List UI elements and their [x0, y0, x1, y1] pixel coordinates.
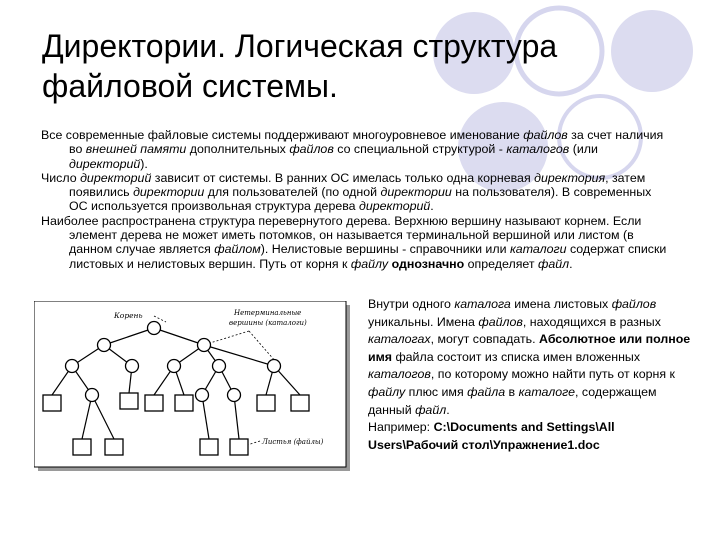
right-column-text — [368, 296, 698, 454]
paragraph-1: Все современные файловые системы поддерживают многоуровневое именование файлов за счет наличия во внешней памяти дополнительных файлов со специальной структурой - каталогов (или директорий). — [41, 128, 664, 171]
tree-node-dir — [228, 389, 241, 402]
diagram-label-nonleaf-2: вершины (каталоги) — [229, 319, 307, 327]
tree-node-dir — [126, 360, 139, 373]
directory-tree-diagram — [34, 301, 352, 473]
example-path: C:\Documents and Settings\All Users\Рабочий стол\Упражнение1.doc — [368, 420, 615, 452]
example-paragraph: Например: C:\Documents and Settings\All Users\Рабочий стол\Упражнение1.doc — [368, 420, 615, 452]
tree-leaf-file — [257, 395, 275, 411]
tree-leaf-file — [120, 393, 138, 409]
names-paragraph: Внутри одного каталога имена листовых файлов уникальны. Имена файлов, находящихся в разных каталогах, могут совпадать. Абсолютное или полное имя файла состоит из списка имен вложенных каталогов, по которому можно найти путь от корня к файлу плюс имя файла в каталоге, содержащем данный файл. — [368, 297, 691, 417]
tree-leaf-file — [145, 395, 163, 411]
title-line-1: Директории. Логическая структура — [42, 28, 558, 64]
tree-node-root — [148, 322, 161, 335]
paragraph-3: Наиболее распространена структура перевернутого дерева. Верхнюю вершину называют корнем. Если элемент дерева не может иметь потомков, он называется терминальной вершиной или листом (в данном случае является файлом). Нелистовые вершины - справочники или каталоги содержат списки листовых и нелистовых вершин. Путь от корня к файлу однозначно определяет файл. — [41, 213, 667, 271]
tree-leaf-file — [230, 439, 248, 455]
tree-leaf-file — [43, 395, 61, 411]
slide-title — [42, 26, 642, 106]
tree-node-dir — [268, 360, 281, 373]
tree-leaf-file — [291, 395, 309, 411]
paragraph-2: Число директорий зависит от системы. В ранних ОС имелась только одна корневая директория, затем появились директории для пользователей (по одной директории на пользователя). В современных ОС используется произвольная структура дерева директорий. — [41, 170, 652, 214]
tree-node-dir — [98, 339, 111, 352]
title-line-2: файловой системы. — [42, 68, 338, 104]
tree-leaf-file — [175, 395, 193, 411]
tree-node-dir — [196, 389, 209, 402]
tree-node-dir — [86, 389, 99, 402]
tree-node-dir — [213, 360, 226, 373]
diagram-label-leaves: Листья (файлы) — [262, 438, 324, 446]
tree-node-dir — [198, 339, 211, 352]
tree-leaf-file — [73, 439, 91, 455]
diagram-label-root: Корень — [114, 311, 143, 320]
diagram-label-nonleaf-1: Нетерминальные — [234, 309, 302, 317]
tree-node-dir — [168, 360, 181, 373]
body-text — [41, 128, 671, 271]
tree-leaf-file — [105, 439, 123, 455]
tree-leaf-file — [200, 439, 218, 455]
tree-node-dir — [66, 360, 79, 373]
